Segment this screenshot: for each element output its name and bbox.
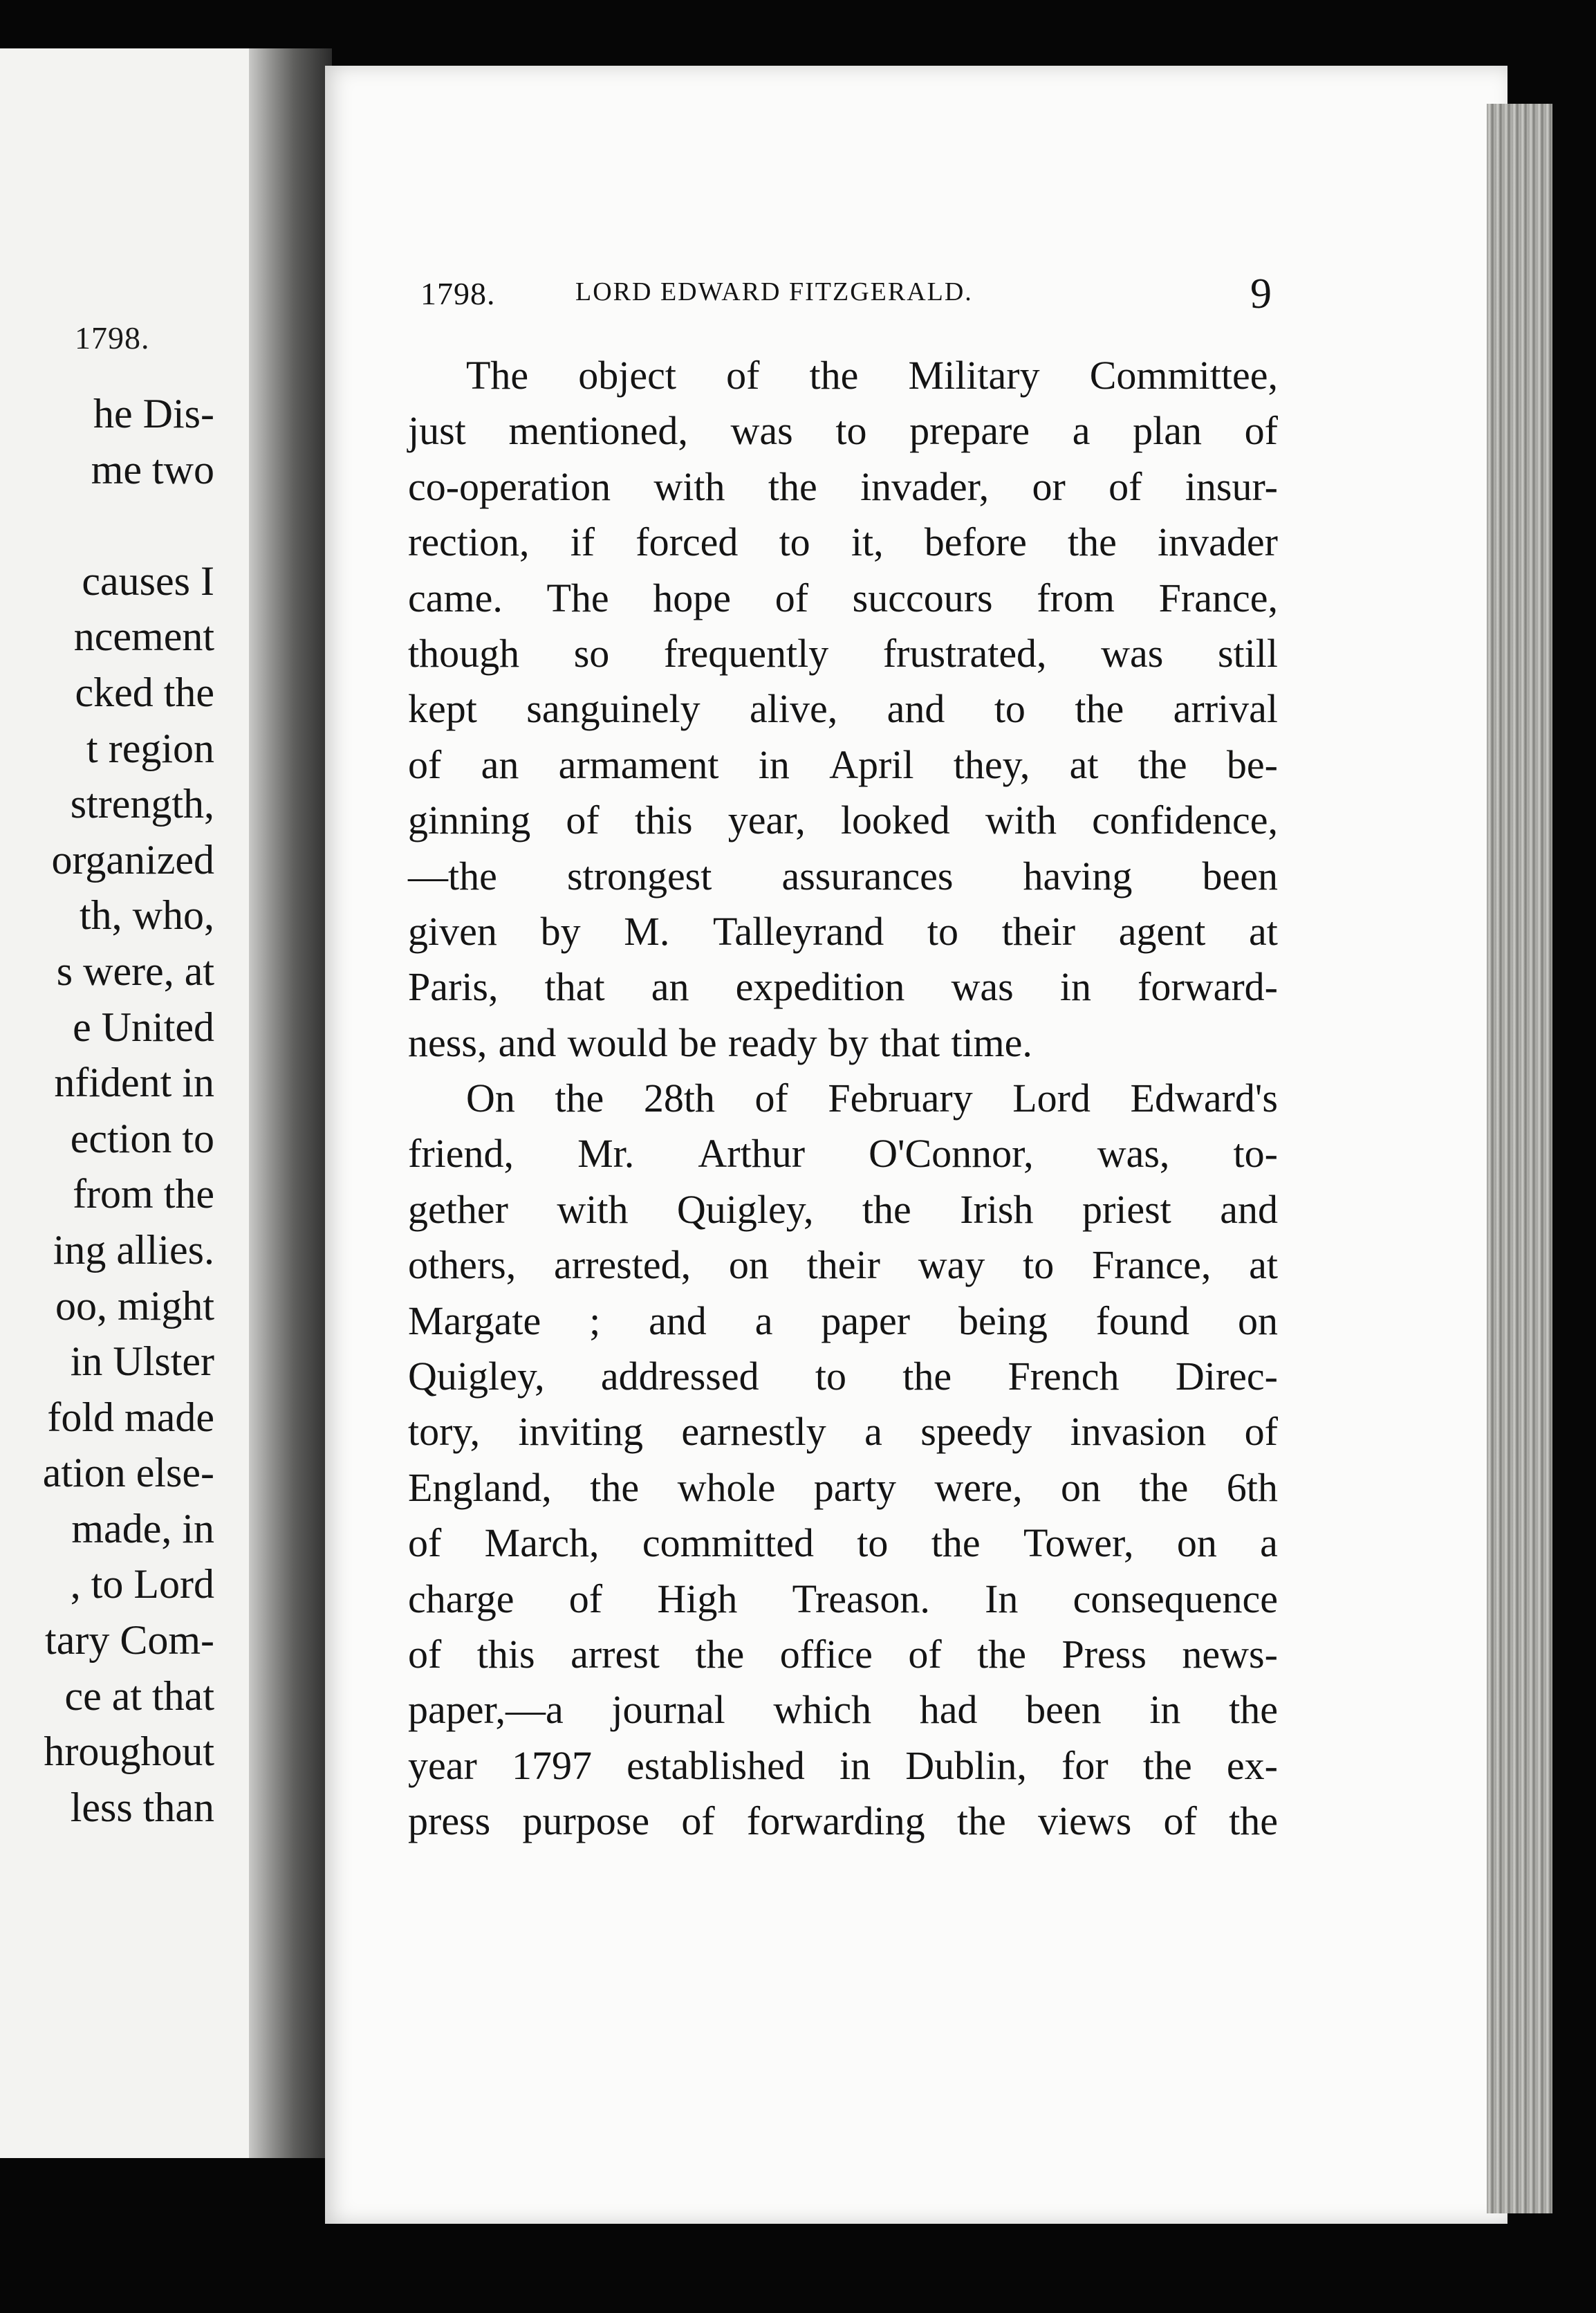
- text-line: England, the whole party were, on the 6th: [408, 1464, 1278, 1510]
- left-page-line: fold made: [47, 1394, 214, 1440]
- left-page-line: strength,: [70, 781, 214, 827]
- text-line: —the strongest assurances having been: [408, 853, 1278, 899]
- text-line: co-operation with the invader, or of insur-: [408, 463, 1278, 509]
- text-line: Quigley, addressed to the French Direc-: [408, 1354, 1278, 1399]
- left-page: [0, 48, 261, 2158]
- text-line: Margate ; and a paper being found on: [408, 1298, 1278, 1343]
- text-line: charge of High Treason. In consequence: [408, 1576, 1278, 1621]
- text-line: tory, inviting earnestly a speedy invasion of: [408, 1409, 1278, 1455]
- left-page-line: causes I: [82, 557, 214, 604]
- left-page-line: tary Com-: [45, 1617, 214, 1664]
- body-text: [408, 348, 1278, 1850]
- text-line: On the 28th of February Lord Edward's: [466, 1076, 1278, 1121]
- text-line: press purpose of forwarding the views of the: [408, 1798, 1278, 1844]
- text-line: ness, and would be ready by that time.: [408, 1020, 1032, 1065]
- page-edge: [1487, 104, 1552, 2213]
- left-page-line: s were, at: [56, 948, 214, 994]
- left-page-line: me two: [91, 446, 214, 492]
- left-page-line: made, in: [71, 1505, 214, 1551]
- text-line: though so frequently frustrated, was still: [408, 630, 1278, 676]
- left-page-line: hroughout: [44, 1729, 214, 1775]
- left-page-text: [0, 386, 214, 1835]
- text-line: of an armament in April they, at the be-: [408, 741, 1278, 787]
- left-running-head: 1798.: [75, 320, 150, 356]
- left-page-line: less than: [70, 1784, 214, 1830]
- text-line: of March, committed to the Tower, on a: [408, 1520, 1278, 1566]
- left-page-line: ing allies.: [53, 1226, 214, 1273]
- text-line: The object of the Military Committee,: [466, 353, 1278, 398]
- left-page-line: from the: [73, 1171, 214, 1217]
- text-line: Paris, that an expedition was in forward-: [408, 964, 1278, 1010]
- book-gutter: [249, 48, 332, 2158]
- left-page-line: [0, 497, 214, 553]
- text-line: just mentioned, was to prepare a plan of: [408, 408, 1278, 454]
- text-line: others, arrested, on their way to France, at: [408, 1242, 1278, 1288]
- text-line: friend, Mr. Arthur O'Connor, was, to-: [408, 1131, 1278, 1177]
- left-page-line: th, who,: [80, 892, 214, 939]
- left-page-line: e United: [73, 1004, 214, 1050]
- left-page-line: , to Lord: [70, 1561, 214, 1607]
- left-page-line: nfident in: [54, 1060, 214, 1106]
- text-line: of this arrest the office of the Press news-: [408, 1631, 1278, 1677]
- left-page-line: organized: [51, 836, 214, 883]
- left-page-line: ation else-: [42, 1450, 214, 1496]
- running-head-title: LORD EDWARD FITZGERALD.: [575, 277, 973, 306]
- text-line: rection, if forced to it, before the invader: [408, 519, 1278, 565]
- text-line: year 1797 established in Dublin, for the ex-: [408, 1742, 1278, 1788]
- text-line: kept sanguinely alive, and to the arrival: [408, 686, 1278, 732]
- left-page-line: ncement: [73, 614, 214, 660]
- left-page-line: ce at that: [64, 1672, 214, 1719]
- text-line: paper,—a journal which had been in the: [408, 1687, 1278, 1733]
- page-number: 9: [1250, 270, 1272, 317]
- left-page-line: cked the: [75, 669, 214, 715]
- running-head-year: 1798.: [420, 276, 496, 311]
- text-line: gether with Quigley, the Irish priest and: [408, 1186, 1278, 1232]
- left-page-line: t region: [86, 725, 214, 771]
- running-head: [0, 270, 1596, 317]
- left-page-line: oo, might: [55, 1282, 214, 1329]
- text-line: ginning of this year, looked with confidence,: [408, 798, 1278, 843]
- left-page-line: he Dis-: [93, 391, 214, 436]
- left-page-line: ection to: [70, 1115, 214, 1161]
- text-line: came. The hope of succours from France,: [408, 575, 1278, 620]
- left-page-line: in Ulster: [70, 1338, 214, 1385]
- text-line: given by M. Talleyrand to their agent at: [408, 908, 1278, 954]
